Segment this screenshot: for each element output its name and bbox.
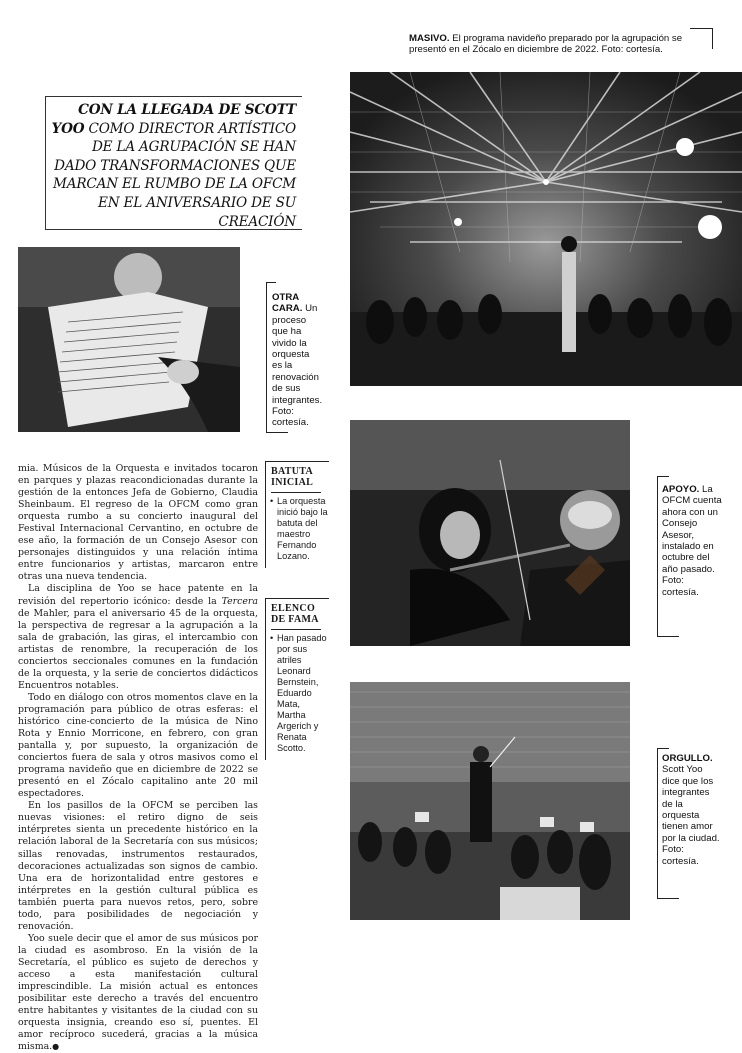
sidebar-batuta <box>265 461 329 568</box>
sidebar-batuta-text-body: La orquesta inició bajo la batuta del maestro Fernando Lozano. <box>277 496 328 561</box>
sidebar-batuta-title: BATUTA INICIAL <box>271 466 314 488</box>
sidebar-elenco-text-body: Han pasado por sus atriles Leonard Bernstein, Eduardo Mata, Martha Argerich y Renata Scotto. <box>277 633 327 753</box>
caption-apoyo-label: APOYO. <box>662 484 700 495</box>
caption-apoyo <box>662 484 722 598</box>
caption-masivo <box>409 33 699 56</box>
article-paragraph-3: Todo en diálogo con otros momentos clave en la programación para público de otras esferas: el histórico cine-concierto de la música de Nino Rota y Ennio Morricone, en febrero, con gran pantalla y, por supuesto, la organización de conciertos fuera de sala y otros masivos como el programa navideño que en diciembre de 2022 se presentó en el Zócalo capitalino ante 20 mil espectadores. <box>18 691 258 800</box>
pull-quote-lead: CON LA LLEGADA DE SCOTT YOO <box>51 102 296 137</box>
photo-sheet-music <box>18 247 240 432</box>
article-paragraph-2-italic: Tercera <box>221 595 258 607</box>
caption-tick-top-apoyo <box>657 476 669 477</box>
article-paragraph-4: En los pasillos de la OFCM se perciben las nuevas visiones: el retiro digno de seis intérpretes sienta un precedente histórico en la relación laboral de la Secretaría con sus músicos; sillas renovadas, instrumentos restaurados, decoraciones actualizadas son signos de cambio. Una era de horizontalidad entre gestores e intérpretes en la gestión cultural pública es también puerta para nuevos retos, pero, sobre todo, para posibilidades de negociación y renovación. <box>18 800 258 932</box>
pull-quote <box>46 101 296 231</box>
caption-orgullo-label: ORGULLO. <box>662 753 713 764</box>
caption-otra-cara-label: OTRA CARA. <box>272 292 303 315</box>
caption-apoyo-text: La OFCM cuenta ahora con un Consejo Asesor, instalado en octubre del año pasado. Foto: cortesía. <box>662 484 722 598</box>
caption-tick-otra-cara <box>266 432 288 433</box>
sidebar-elenco-text: • Han pasado por sus atriles Leonard Bernstein, Eduardo Mata, Martha Argerich y Renata Scotto. <box>270 633 327 753</box>
sidebar-elenco-title: ELENCO DE FAMA <box>271 603 319 625</box>
caption-tick-bottom-apoyo <box>657 636 679 637</box>
caption-orgullo-text: Scott Yoo dice que los integrantes de la orquesta tienen amor por la ciudad. Foto: cortesía. <box>662 764 720 867</box>
caption-tick-top-orgullo <box>657 748 669 749</box>
article-paragraph-2 <box>18 583 258 691</box>
caption-otra-cara <box>272 292 323 429</box>
photo-zocalo-concert <box>350 72 742 386</box>
caption-orgullo <box>662 753 722 867</box>
article-paragraph-5 <box>18 933 258 1053</box>
sidebar-batuta-text: • La orquesta inició bajo la batuta del maestro Fernando Lozano. <box>270 496 328 561</box>
caption-tick-top-otra-cara <box>266 282 276 283</box>
sidebar-elenco <box>265 598 329 760</box>
photo-conductor-orchestra <box>350 682 630 920</box>
article-paragraph-1: mia. Músicos de la Orquesta e invitados tocaron en parques y plazas reacondicionadas durante la gestión de la entonces Jefa de Gobierno, Claudia Sheinbaum. El regreso de la OFCM como gran orquesta rumbo a su concierto inaugural del Festival Internacional Cervantino, en octubre de ese año, la formación de un Consejo Asesor con personajes distinguidos y una relación íntima entre funcionarios y artistas, marcaron entre otras una nueva tendencia. <box>18 463 258 583</box>
caption-tick-bottom-orgullo <box>657 898 679 899</box>
article-body <box>18 463 258 1053</box>
article-paragraph-2-end: de Mahler, para el aniversario 45 de la orquesta, la perspectiva de regresar a la agrupación a la sala de grabación, las giras, el intercambio con artistas de renombre, la recuperación de los conciertos seccionales comunes en la fundación de la orquesta, y la serie de conciertos didácticos Encuentros notables. <box>18 607 258 691</box>
photo-violinists <box>350 420 630 646</box>
end-mark-icon: ● <box>52 1042 60 1052</box>
caption-otra-cara-text: Un proceso que ha vivido la orquesta es la renovación de sus integrantes. Foto: cortesía. <box>272 303 323 429</box>
pull-quote-rest: COMO DIRECTOR ARTÍSTICO DE LA AGRUPACIÓN SE HAN DADO TRANSFORMACIONES QUE MARCAN EL RUMBO DE LA OFCM EN EL ANIVERSARIO DE SU CREACIÓN <box>53 120 296 230</box>
caption-masivo-label: MASIVO. <box>409 33 450 44</box>
article-paragraph-2-start: La disciplina de Yoo se hace patente en la revisión del repertorio icónico: desde la <box>18 583 258 607</box>
article-paragraph-5-text: Yoo suele decir que el amor de sus músicos por la ciudad es asombroso. En la visión de la Secretaría, el público es sujeto de derechos y acceso a esta manifestación cultural imprescindible. La misión actual es entonces posibilitar este derecho a través del encuentro entre habitantes y visitantes de la ciudad con su orquesta insignia, creando eso sí, puentes. El amor recíproco sucederá, gracias a la música misma. <box>18 932 258 1053</box>
caption-masivo-text: El programa navideño preparado por la agrupación se presentó en el Zócalo en diciembre de 2022. Foto: cortesía. <box>409 33 683 56</box>
